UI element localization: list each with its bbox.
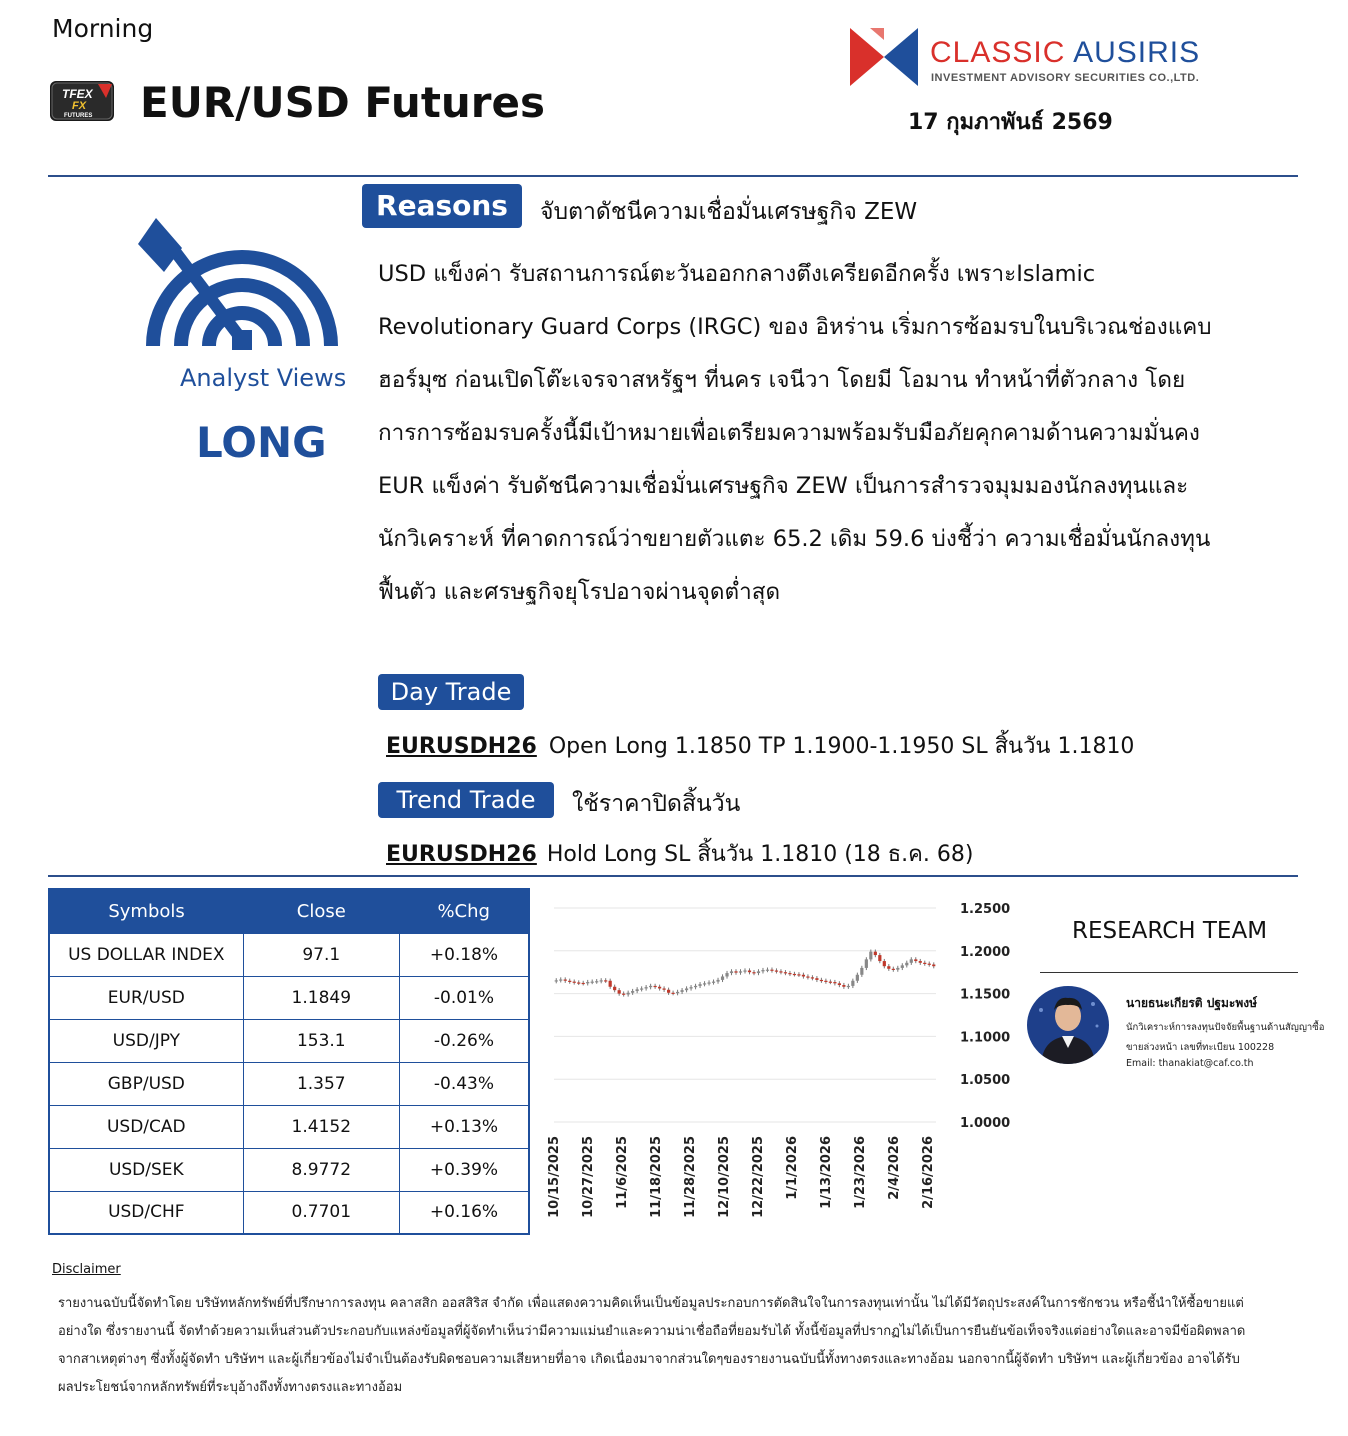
candle-body: [649, 986, 652, 987]
column-header: Symbols: [49, 889, 243, 933]
day-trade-tag: Day Trade: [378, 674, 524, 710]
tfex-logo-text-3: FUTURES: [64, 113, 93, 119]
candle-body: [901, 965, 904, 968]
column-header: Close: [243, 889, 399, 933]
section-divider: [48, 875, 1298, 877]
candle-body: [663, 988, 666, 989]
candle-body: [793, 974, 796, 975]
candle-body: [667, 990, 670, 993]
candle-body: [730, 971, 733, 973]
close-cell: 97.1: [243, 933, 399, 976]
candle-body: [645, 987, 648, 988]
reason-line: ฟื้นตัว และศรษฐกิจยุโรปอาจผ่านจุดต่ำสุด: [378, 579, 781, 605]
analyst-role: นักวิเคราะห์การลงทุนปัจจัยพื้นฐานด้านสัญญาซื้อ: [1126, 1022, 1325, 1033]
table-row: [49, 1148, 529, 1191]
candle-body: [797, 974, 800, 975]
candle-body: [739, 971, 742, 972]
analyst-stance: LONG: [196, 418, 327, 467]
x-tick-label: 10/27/2025: [581, 1136, 596, 1218]
candle-body: [582, 983, 585, 984]
candle-body: [689, 987, 692, 988]
candle-body: [833, 982, 836, 983]
disclaimer-body: [58, 1290, 1288, 1402]
close-cell: 1.1849: [243, 976, 399, 1019]
candle-body: [613, 987, 616, 990]
candle-body: [851, 981, 854, 986]
eurusd-price-chart: [540, 890, 1020, 1230]
candle-body: [757, 971, 760, 973]
candle-body: [658, 987, 661, 989]
day-trade-line: [386, 728, 1134, 763]
candle-body: [671, 993, 674, 994]
disclaimer-line: อย่างใด ซึ่งรายงานนี้ จัดทำด้วยความเห็นส่วนตัวประกอบกับแหล่งข้อมูลที่ผู้จัดทำเห็นว่ามีความแม่นยำและความน่าเชื่อถือที่ยอมรับได้ ทั้งนี้ข้อมูลที่ปรากฏไม่ได้เป็นการยืนยันข้อเท็จจริงแต่อย่างใดและอาจมีข้อผิดพลาด: [58, 1324, 1246, 1339]
brand-subtitle: INVESTMENT ADVISORY SECURITIES CO.,LTD.: [931, 72, 1200, 84]
candle-body: [586, 982, 589, 983]
change-cell: +0.16%: [399, 1191, 529, 1234]
candle-body: [779, 971, 782, 972]
x-tick-label: 11/18/2025: [649, 1136, 664, 1218]
change-cell: -0.01%: [399, 976, 529, 1019]
candle-body: [640, 988, 643, 989]
trend-trade-tag: Trend Trade: [378, 782, 554, 818]
table-row: [49, 976, 529, 1019]
candle-body: [703, 983, 706, 984]
tfex-logo-text-2: FX: [72, 100, 87, 112]
candle-body: [698, 984, 701, 986]
candle-body: [896, 968, 899, 970]
trend-trade-symbol: EURUSDH26: [386, 842, 537, 867]
candle-body: [815, 978, 818, 980]
column-header: %Chg: [399, 889, 529, 933]
candle-body: [838, 983, 841, 985]
candle-body: [618, 990, 621, 993]
candle-body: [631, 991, 634, 993]
reason-line: ฮอร์มุซ ก่อนเปิดโต๊ะเจรจาสหรัฐฯ ที่นคร เจนีวา โดยมี โอมาน ทำหน้าที่ตัวกลาง โดย: [378, 367, 1186, 393]
candle-body: [842, 985, 845, 987]
reason-line: EUR แข็งค่า รับดัชนีความเชื่อมั่นเศรษฐกิจ ZEW เป็นการสำรวจมุมมองนักลงทุนและ: [378, 473, 1189, 499]
candle-body: [869, 952, 872, 960]
candle-body: [770, 970, 773, 971]
candle-body: [811, 977, 814, 978]
candle-body: [559, 979, 562, 980]
candle-body: [712, 982, 715, 983]
disclaimer-line: รายงานฉบับนี้จัดทำโดย บริษัทหลักทรัพย์ที่ปรึกษาการลงทุน คลาสสิก ออสสิริส จำกัด เพื่อแสดงความคิดเห็นเป็นข้อมูลประกอบการตัดสินใจในการลงทุนเท่านั้น ไม่ได้มีวัตถุประสงค์ในการชักชวน หรือชี้นำให้ซื้อขายแต่: [58, 1296, 1244, 1311]
candle-body: [766, 970, 769, 971]
research-team-title: RESEARCH TEAM: [1072, 918, 1268, 944]
day-trade-text: Open Long 1.1850 TP 1.1900-1.1950 SL สิ้นวัน 1.1810: [548, 734, 1135, 759]
close-cell: 0.7701: [243, 1191, 399, 1234]
symbol-cell: USD/SEK: [49, 1148, 243, 1191]
symbol-cell: US DOLLAR INDEX: [49, 933, 243, 976]
candle-body: [716, 980, 719, 982]
candle-body: [600, 980, 603, 981]
table-row: [49, 1062, 529, 1105]
x-tick-label: 1/13/2026: [819, 1136, 834, 1209]
reasons-headline: จับตาดัชนีความเชื่อมั่นเศรษฐกิจ ZEW: [540, 199, 918, 225]
candle-body: [932, 964, 935, 966]
candle-body: [820, 980, 823, 981]
x-tick-label: 2/16/2026: [921, 1136, 936, 1209]
candle-body: [802, 975, 805, 977]
close-cell: 1.4152: [243, 1105, 399, 1148]
disclaimer-line: ผลประโยชน์จากหลักทรัพย์ที่ระบุอ้างถึงทั้งทางตรงและทางอ้อม: [58, 1380, 403, 1395]
reason-line: USD แข็งค่า รับสถานการณ์ตะวันออกกลางตึงเครียดอีกครั้ง เพราะIslamic: [378, 261, 1096, 287]
symbol-cell: USD/CAD: [49, 1105, 243, 1148]
brand-name: [930, 36, 1200, 70]
candle-body: [752, 972, 755, 973]
x-tick-label: 11/6/2025: [615, 1136, 630, 1209]
symbol-cell: USD/JPY: [49, 1019, 243, 1062]
candle-body: [860, 968, 863, 975]
brand-name-part-1: CLASSIC: [930, 36, 1066, 69]
reason-line: Revolutionary Guard Corps (IRGC) ของ อิหร่าน เริ่มการซ้อมรบในบริเวณช่องแคบ: [378, 314, 1212, 340]
page-title: EUR/USD Futures: [140, 78, 545, 127]
candle-body: [676, 992, 679, 993]
candle-body: [743, 970, 746, 971]
candle-body: [636, 989, 639, 991]
change-cell: +0.18%: [399, 933, 529, 976]
table-header-row: [49, 889, 529, 933]
analyst-avatar: [1027, 986, 1109, 1064]
candle-body: [887, 966, 890, 969]
candle-body: [914, 959, 917, 961]
edition-label: Morning: [52, 14, 154, 43]
change-cell: -0.26%: [399, 1019, 529, 1062]
target-arrow-icon: [134, 214, 350, 350]
candle-body: [734, 971, 737, 972]
candle-body: [577, 982, 580, 983]
candle-body: [654, 986, 657, 987]
candle-body: [892, 969, 895, 970]
candle-body: [806, 976, 809, 977]
disclaimer-title: Disclaimer: [52, 1262, 121, 1277]
table-row: [49, 1019, 529, 1062]
y-tick-label: 1.0000: [960, 1116, 1011, 1131]
reason-line: การการซ้อมรบครั้งนี้มีเป้าหมายเพื่อเตรียมความพร้อมรับมือภัยคุกคามด้านความมั่นคง: [378, 420, 1200, 446]
candle-body: [595, 981, 598, 982]
symbol-cell: GBP/USD: [49, 1062, 243, 1105]
candle-body: [591, 982, 594, 983]
trend-trade-line: [386, 836, 973, 871]
close-cell: 153.1: [243, 1019, 399, 1062]
day-trade-symbol: EURUSDH26: [386, 734, 537, 759]
x-tick-label: 1/1/2026: [785, 1136, 800, 1200]
symbol-cell: USD/CHF: [49, 1191, 243, 1234]
quote-table: [48, 888, 530, 1235]
y-tick-label: 1.1500: [960, 987, 1011, 1003]
table-row: [49, 1105, 529, 1148]
disclaimer-line: จากสาเหตุต่างๆ ซึ่งทั้งผู้จัดทำ บริษัทฯ และผู้เกี่ยวข้องไม่จำเป็นต้องรับผิดชอบความเสียหายที่อาจ เกิดเนื่องมาจากส่วนใดๆของรายงานฉบับนี้ทั้งทางตรงและทางอ้อม นอกจากนี้ผู้จัดทำ บริษัทฯ และผู้เกี่ยวข้อง อาจได้รับ: [58, 1352, 1240, 1367]
candle-body: [680, 990, 683, 992]
tfex-fx-futures-logo: [48, 78, 116, 124]
x-tick-label: 2/4/2026: [887, 1136, 902, 1200]
reasons-body: [378, 248, 1328, 619]
candle-body: [788, 973, 791, 974]
candle-body: [883, 961, 886, 966]
candle-body: [555, 980, 558, 981]
close-cell: 8.9772: [243, 1148, 399, 1191]
research-team-divider: [1040, 972, 1298, 973]
reasons-tag: Reasons: [362, 184, 522, 228]
x-tick-label: 1/23/2026: [853, 1136, 868, 1209]
trend-trade-note: ใช้ราคาปิดสิ้นวัน: [572, 791, 741, 817]
candle-body: [721, 976, 724, 979]
candle-body: [856, 975, 859, 981]
candle-body: [761, 970, 764, 971]
candle-body: [694, 986, 697, 987]
candle-body: [919, 961, 922, 963]
candle-body: [685, 988, 688, 990]
candle-body: [604, 980, 607, 981]
report-date: 17 กุมภาพันธ์ 2569: [908, 110, 1113, 135]
tfex-logo-text-1: TFEX: [62, 87, 93, 101]
header-divider: [48, 175, 1298, 177]
table-row: [49, 1191, 529, 1234]
candle-body: [775, 970, 778, 971]
candle-body: [707, 982, 710, 983]
candle-body: [905, 963, 908, 966]
candle-body: [878, 955, 881, 961]
candle-body: [725, 973, 728, 976]
analyst-email[interactable]: Email: thanakiat@caf.co.th: [1126, 1058, 1254, 1069]
y-tick-label: 1.2500: [960, 902, 1011, 917]
x-tick-label: 12/10/2025: [717, 1136, 732, 1218]
candle-body: [564, 979, 567, 980]
analyst-views-label: Analyst Views: [180, 364, 347, 392]
analyst-name: นายธนะเกียรติ ปฐมะพงษ์: [1126, 996, 1258, 1010]
trend-trade-text: Hold Long SL สิ้นวัน 1.1810 (18 ธ.ค. 68): [546, 842, 974, 867]
candle-body: [784, 972, 787, 973]
reason-line: นักวิเคราะห์ ที่คาดการณ์ว่าขยายตัวแตะ 65.2 เดิม 59.6 บ่งชี้ว่า ความเชื่อมั่นนักลงทุน: [378, 526, 1211, 552]
candle-body: [622, 994, 625, 995]
brand-name-part-2: AUSIRIS: [1073, 36, 1201, 69]
symbol-cell: EUR/USD: [49, 976, 243, 1019]
x-tick-label: 12/22/2025: [751, 1136, 766, 1218]
candle-body: [874, 952, 877, 955]
candle-body: [568, 981, 571, 982]
classic-ausiris-logo-mark: [848, 26, 918, 88]
change-cell: +0.13%: [399, 1105, 529, 1148]
candle-body: [829, 982, 832, 983]
x-tick-label: 11/28/2025: [683, 1136, 698, 1218]
candle-body: [824, 981, 827, 982]
candle-body: [609, 981, 612, 987]
candle-body: [627, 993, 630, 995]
candle-body: [748, 970, 751, 972]
candle-body: [847, 986, 850, 987]
y-tick-label: 1.2000: [960, 944, 1011, 960]
y-tick-label: 1.0500: [960, 1073, 1011, 1089]
x-tick-label: 10/15/2025: [547, 1136, 562, 1218]
change-cell: +0.39%: [399, 1148, 529, 1191]
close-cell: 1.357: [243, 1062, 399, 1105]
analyst-license: ขายล่วงหน้า เลขที่ทะเบียน 100228: [1126, 1042, 1275, 1053]
table-row: [49, 933, 529, 976]
change-cell: -0.43%: [399, 1062, 529, 1105]
candle-body: [923, 963, 926, 964]
candle-body: [928, 964, 931, 965]
candle-body: [865, 959, 868, 968]
candle-body: [573, 982, 576, 983]
y-tick-label: 1.1000: [960, 1030, 1011, 1046]
candle-body: [910, 959, 913, 962]
